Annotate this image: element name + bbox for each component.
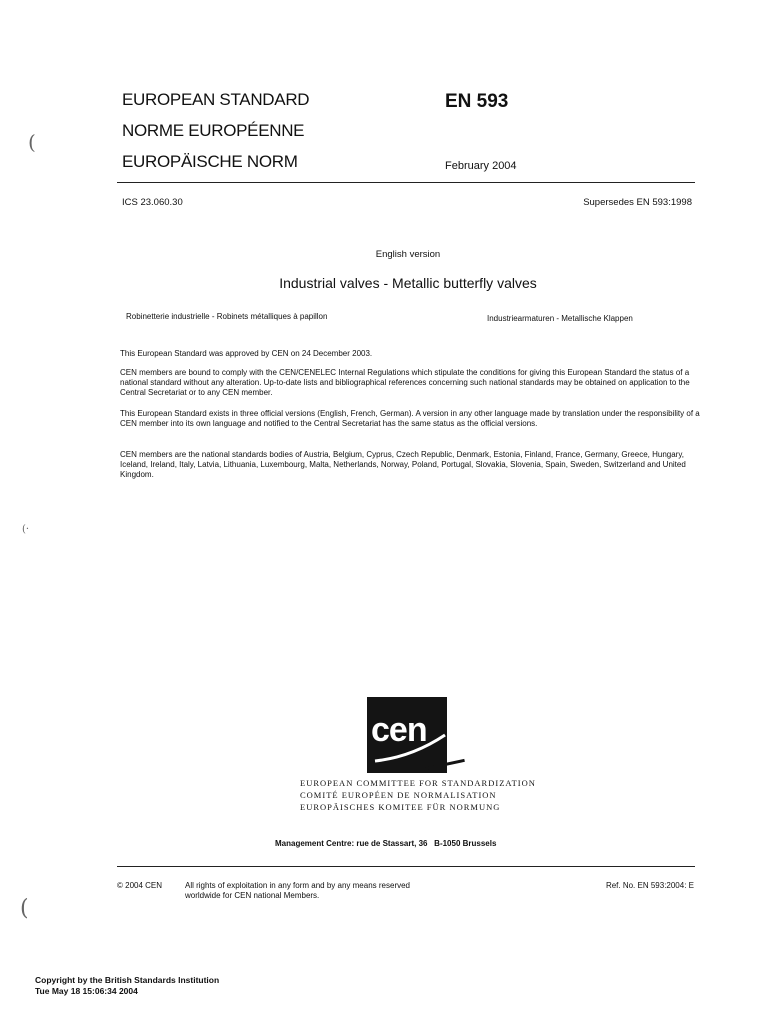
rights-line-2: worldwide for CEN national Members. [185, 891, 320, 900]
cen-logo [367, 697, 447, 773]
approval-paragraph: This European Standard was approved by CEN on 24 December 2003. [120, 349, 373, 358]
version-label: English version [375, 249, 441, 260]
reference-number: Ref. No. EN 593:2004: E [605, 881, 694, 890]
stamp-timestamp: Tue May 18 15:06:34 2004 [35, 986, 138, 996]
ics-code: ICS 23.060.30 [122, 197, 183, 208]
title-french-translation: Robinetterie industrielle - Robinets métalliques à papillon [126, 312, 328, 321]
cen-logo-text: cen [371, 711, 427, 749]
document-title: Industrial valves - Metallic butterfly valves [279, 275, 537, 291]
committee-name-english: EUROPEAN COMMITTEE FOR STANDARDIZATION [300, 778, 536, 788]
management-centre: Management Centre: rue de Stassart, 36 B-1050 Brussels [275, 839, 497, 848]
title-english: EUROPEAN STANDARD [122, 90, 310, 109]
copyright-notice: © 2004 CEN [117, 881, 163, 890]
publication-date: February 2004 [445, 160, 517, 172]
header-rule [117, 182, 695, 183]
rights-line-1: All rights of exploitation in any form and by any means reserved [185, 881, 411, 890]
scan-mark: (· [22, 524, 30, 535]
supersedes: Supersedes EN 593:1998 [583, 197, 692, 208]
standard-number: EN 593 [445, 91, 509, 112]
versions-paragraph: This European Standard exists in three official versions (English, French, German). A version in any other language made by translation under the responsibility of a CEN member into its own language and notified to the Central Secretariat has the same status as the official versions. [120, 409, 700, 428]
cen-logo-graphic [367, 697, 447, 773]
committee-name-german: EUROPÄISCHES KOMITEE FÜR NORMUNG [300, 802, 501, 812]
title-german: EUROPÄISCHE NORM [122, 152, 298, 171]
stamp-copyright: Copyright by the British Standards Institution [35, 975, 220, 985]
scan-mark: ( [28, 130, 36, 154]
committee-name-french: COMITÉ EUROPÉEN DE NORMALISATION [300, 790, 497, 800]
regulations-paragraph: CEN members are bound to comply with the CEN/CENELEC Internal Regulations which stipulate the conditions for giving this European Standard the status of a national standard without any alteration. Up-to-date lists and bibliographical references concerning such national standards may be obtained on application to the Central Secretariat or to any CEN member. [120, 368, 690, 397]
members-paragraph: CEN members are the national standards bodies of Austria, Belgium, Cyprus, Czech Republic, Denmark, Estonia, Finland, France, Germany, Greece, Hungary, Iceland, Ireland, Italy, Latvia, Lithuania, Luxembourg, Malta, Netherlands, Norway, Poland, Portugal, Slovakia, Slovenia, Spain, Sweden, Switzerland and United Kingdom. [120, 450, 686, 479]
title-german-translation: Industriearmaturen - Metallische Klappen [487, 314, 633, 323]
footer-rule [117, 866, 695, 867]
title-french: NORME EUROPÉENNE [122, 121, 305, 140]
scan-mark: ( [20, 896, 29, 921]
